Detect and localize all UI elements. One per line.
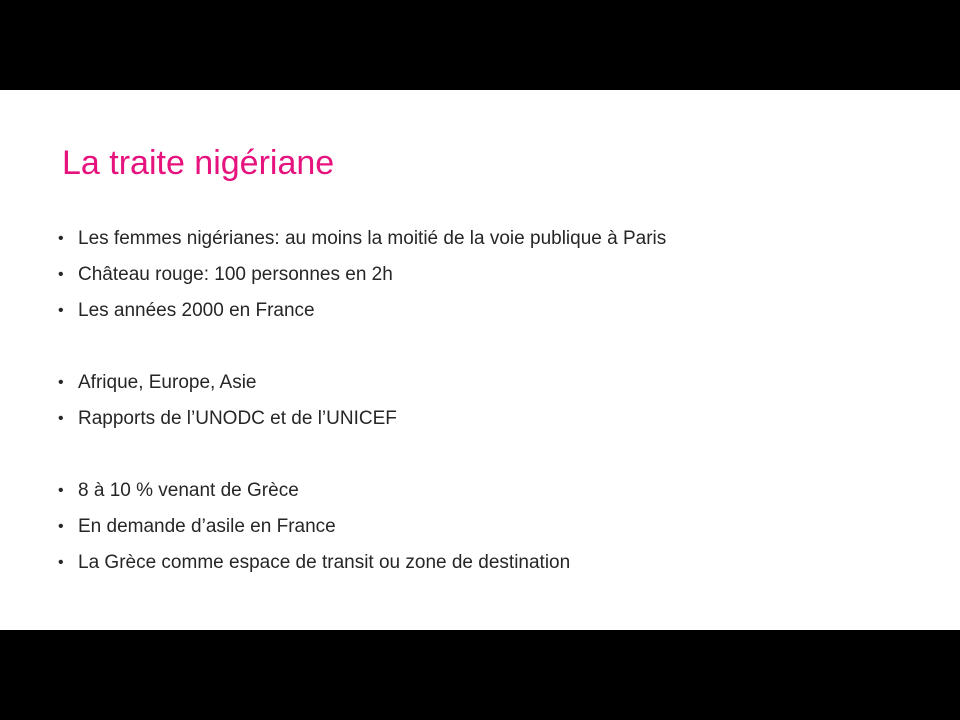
list-spacer — [58, 329, 666, 365]
bullet-text: Afrique, Europe, Asie — [78, 372, 257, 393]
bullet-text: Château rouge: 100 personnes en 2h — [78, 264, 393, 285]
list-item — [58, 473, 666, 509]
list-item — [58, 257, 666, 293]
bullet-text: En demande d’asile en France — [78, 516, 336, 537]
bullet-text: Les femmes nigérianes: au moins la moitié de la voie publique à Paris — [78, 228, 667, 249]
bullet-text: La Grèce comme espace de transit ou zone de destination — [78, 552, 571, 573]
bullet-icon: • — [58, 230, 64, 247]
slide-title: La traite nigériane — [62, 144, 335, 182]
bullet-icon: • — [58, 374, 64, 391]
bullet-icon: • — [58, 482, 64, 499]
list-spacer — [58, 437, 666, 473]
list-item — [58, 365, 666, 401]
bullet-icon: • — [58, 302, 64, 319]
bullet-icon: • — [58, 410, 64, 427]
bullet-text: 8 à 10 % venant de Grèce — [78, 480, 299, 501]
bullet-icon: • — [58, 554, 64, 571]
bullet-list — [58, 221, 666, 581]
bullet-text: Rapports de l’UNODC et de l’UNICEF — [78, 408, 397, 429]
list-item — [58, 221, 666, 257]
list-item — [58, 509, 666, 545]
list-item — [58, 293, 666, 329]
bullet-icon: • — [58, 266, 64, 283]
bullet-text: Les années 2000 en France — [78, 300, 315, 321]
list-item — [58, 401, 666, 437]
bullet-icon: • — [58, 518, 64, 535]
list-item — [58, 545, 666, 581]
